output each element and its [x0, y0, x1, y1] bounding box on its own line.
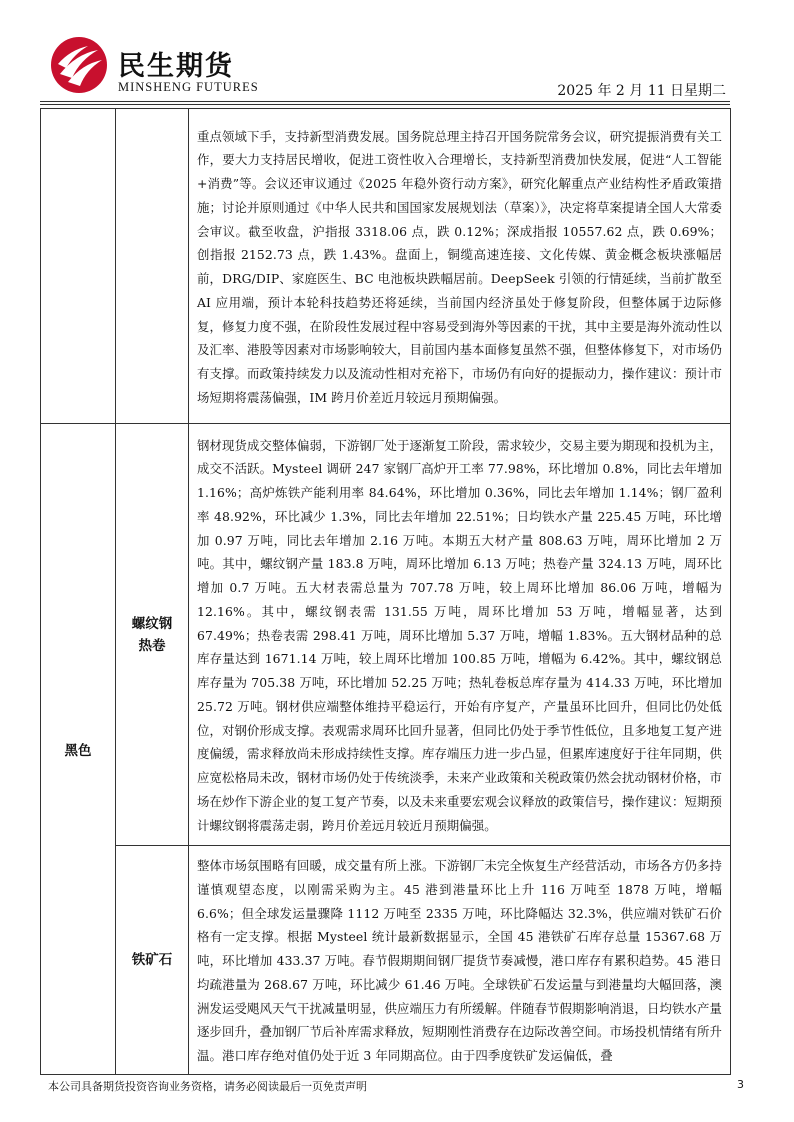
brand-name-cn: 民生期货 [118, 51, 234, 82]
sector-cell-empty [41, 109, 116, 424]
table-row [41, 846, 731, 1075]
header-rule [40, 101, 730, 102]
footer-rule [40, 1074, 731, 1075]
minsheng-logo-icon [50, 36, 108, 94]
footer-disclaimer: 本公司具备期货投资咨询业务资格，请务必阅读最后一页免责声明 [48, 1080, 367, 1093]
page-number: 3 [737, 1078, 744, 1091]
analysis-text: 钢材现货成交整体偏弱，下游钢厂处于逐渐复工阶段，需求较少，交易主要为期现和投机为主，成交不活跃。Mysteel 调研 247 家钢厂高炉开工率 77.98%，环比增加 0.8%，同比去年增加 1.16%；高炉炼铁产能利用率 84.64%，环比增加 0.36%，同比去年增加 1.14%；钢厂盈利率 48.92%，环比减少 1.3%，同比去年增加 22.51%；日均铁水产量 225.45 万吨，环比增加 0.97 万吨，同比去年增加 2.16 万吨。本期五大材产量 808.63 万吨，周环比增加 2 万吨。其中，螺纹钢产量 183.8 万吨，周环比增加 6.13 万吨；热卷产量 324.13 万吨，周环比增加 0.7 万吨。五大材表需总量为 707.78 万吨，较上周环比增加 86.06 万吨，增幅为 12.16%。其中，螺纹钢表需 131.55 万吨，周环比增加 53 万吨，增幅显著，达到 67.49%；热卷表需 298.41 万吨，周环比增加 5.37 万吨，增幅 1.83%。五大钢材品种的总库存量达到 1671.14 万吨，较上周环比增加 100.85 万吨，增幅为 6.42%。其中，螺纹钢总库存量为 705.38 万吨，环比增加 52.25 万吨；热轧卷板总库存量为 414.33 万吨，环比增加 25.72 万吨。钢材供应端整体维持平稳运行，开始有序复产，产量虽环比回升，但同比仍处低位，对钢价形成支撑。表观需求周环比回升显著，但同比仍处于季节性低位，且多地复工复产进度偏缓，需求释放尚未形成持续性支撑。库存端压力进一步凸显，但累库速度好于往年同期，供应宽松格局未改，钢材市场仍处于传统淡季，未来产业政策和关税政策仍然会扰动钢材价格，市场在炒作下游企业的复工复产节奏，以及未来重要宏观会议释放的政策信号，操作建议：短期预计螺纹钢将震荡走弱，跨月价差远月较近月预期偏强。 [197, 437, 722, 833]
product-cell-rebar [116, 424, 189, 846]
report-date: 2025 年 2 月 11 日星期二 [557, 83, 726, 99]
analysis-text: 整体市场氛围略有回暖，成交量有所上涨。下游钢厂未完全恢复生产经营活动，市场各方仍多持谨慎观望态度，以刚需采购为主。45 港到港量环比上升 116 万吨至 1878 万吨，增幅 6.6%；但全球发运量骤降 1112 万吨至 2335 万吨，环比降幅达 32.3%，供应端对铁矿石价格有一定支撑。根据 Mysteel 统计最新数据显示，全国 45 港铁矿石库存总量 15367.68 万吨，环比增加 433.37 万吨。春节假期期间钢厂提货节奏减慢，港口库存有累积趋势。45 港日均疏港量为 268.67 万吨，环比减少 61.46 万吨。全球铁矿石发运量与到港量均大幅回落，澳洲发运受飓风天气干扰减量明显，供应端压力有所缓解。伴随春节假期影响消退，日均铁水产量逐步回升，叠加钢厂节后补库需求释放，短期刚性消费存在边际改善空间。市场投机情绪有所升温。港口库存绝对值仍处于近 3 年同期高位。由于四季度铁矿发运偏低，叠 [197, 858, 722, 1064]
product-label-rebar: 螺纹钢 [131, 615, 173, 632]
sector-label: 黑色 [64, 743, 92, 759]
product-cell-iron-ore [116, 846, 189, 1075]
product-label-hrc: 热卷 [138, 637, 166, 654]
page-header [0, 0, 794, 110]
table-row [41, 109, 731, 424]
brand-name-en: MINSHENG FUTURES [118, 80, 259, 94]
analysis-cell-iron-ore [189, 846, 731, 1075]
analysis-cell-rebar [189, 424, 731, 846]
analysis-cell-stock-index [189, 109, 731, 424]
table-row [41, 424, 731, 846]
analysis-text: 重点领域下手，支持新型消费发展。国务院总理主持召开国务院常务会议，研究提振消费有关工作，要大力支持居民增收，促进工资性收入合理增长，支持新型消费加快发展，促进“人工智能+消费”等。会议还审议通过《2025 年稳外资行动方案》，研究化解重点产业结构性矛盾政策措施；讨论并原则通过《中华人民共和国国家发展规划法（草案）》，决定将草案提请全国人大常委会审议。截至收盘，沪指报 3318.06 点，跌 0.12%；深成指报 10557.62 点，跌 0.69%；创指报 2152.73 点，跌 1.43%。盘面上，铜缆高速连接、文化传媒、黄金概念板块涨幅居前，DRG/DIP、家庭医生、BC 电池板块跌幅居前。DeepSeek 引领的行情延续，当前扩散至 AI 应用端，预计本轮科技趋势还将延续，当前国内经济虽处于修复阶段，但整体属于边际修复，修复力度不强，在阶段性发展过程中容易受到海外等因素的干扰，其中主要是海外流动性以及汇率、港股等因素对市场影响较大，目前国内基本面修复虽然不强，但整体修复下，对市场仍有支撑。而政策持续发力以及流动性相对充裕下，市场仍有向好的提振动力，操作建议：预计市场短期将震荡偏强，IM 跨月价差近月较远月预期偏强。 [197, 128, 722, 405]
sector-cell-black [41, 424, 116, 1075]
product-cell-empty [116, 109, 189, 424]
commodity-table [40, 108, 731, 1075]
product-label-iron-ore: 铁矿石 [131, 952, 173, 968]
header-rule-double [40, 104, 730, 105]
